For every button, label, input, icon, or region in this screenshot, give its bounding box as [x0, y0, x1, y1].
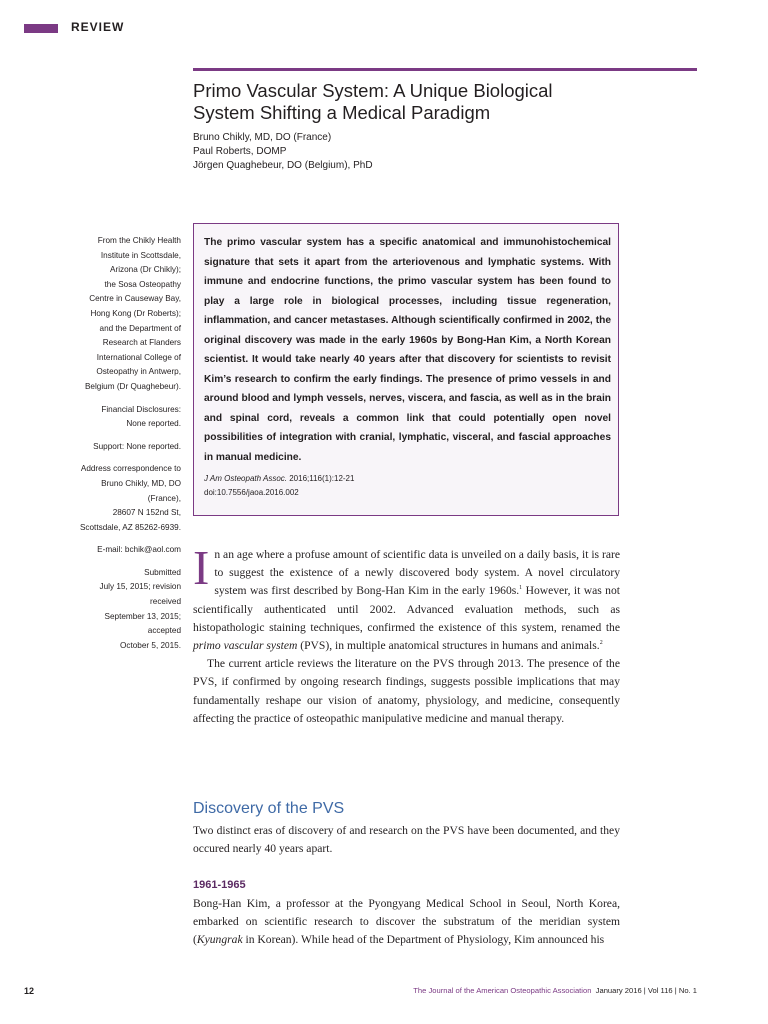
body-paragraph — [193, 822, 620, 858]
financial-disclosures — [60, 403, 181, 432]
title-line-1: Primo Vascular System: A Unique Biological — [193, 80, 553, 101]
citation — [204, 472, 354, 500]
author: Jörgen Quaghebeur, DO (Belgium), PhD — [193, 160, 373, 171]
subsection-heading: 1961-1965 — [193, 879, 246, 891]
address-line: Scottsdale, AZ 85262-6939. — [79, 522, 181, 532]
section-label: REVIEW — [71, 20, 125, 34]
date-line: received — [150, 597, 181, 607]
era1-part: Bong-Han Kim, a professor at the Pyongyang Medical School in Seoul, North Korea, embarked on scientific research to discover the substratum of the meridian system ( — [193, 897, 620, 947]
disclosure-line: Financial Disclosures: — [101, 404, 181, 414]
reference-1[interactable]: 1 — [519, 585, 523, 592]
support-statement: Support: None reported. — [93, 441, 181, 451]
address-line: 28607 N 152nd St, — [112, 508, 181, 518]
affiliation-line: International College of — [96, 352, 181, 362]
affiliation-line: Centre in Causeway Bay, — [89, 294, 181, 304]
date-line: October 5, 2015. — [120, 640, 181, 650]
body-paragraph — [193, 895, 620, 950]
era1-text — [193, 895, 620, 950]
affiliations — [60, 234, 181, 395]
doi-link[interactable]: doi:10.7556/jaoa.2016.002 — [204, 488, 299, 497]
affiliation-line: Research at Flanders — [102, 338, 181, 348]
correspondence-address — [60, 462, 181, 535]
page-number: 12 — [24, 986, 35, 996]
affiliation-line: Belgium (Dr Quaghebeur). — [84, 381, 181, 391]
intro-section — [193, 540, 621, 728]
affiliation-line: the Sosa Osteopathy — [104, 279, 181, 289]
address-line: Address correspondence to — [80, 464, 181, 474]
title-line-2: System Shifting a Medical Paradigm — [193, 102, 491, 123]
era1-part: in Korean). While head of the Department of Physiology, Kim announced his — [242, 933, 605, 947]
title-rule — [193, 68, 697, 71]
affiliation-line: Osteopathy in Antwerp, — [96, 367, 181, 377]
intro-italic-term: primo vascular system — [193, 639, 298, 653]
abstract-text: The primo vascular system has a specific anatomical and immunohistochemical signature that sets it apart from the arteriovenous and lymphatic systems. With immune and endocrine functions, the primo vascular system has been found to play a large role in biological processes, including tissue regeneration, inflammation, and cancer metastases. Although scientifically confirmed in 2002, the original discovery was made in the early 1960s by Bong-Han Kim, a North Korean scientist. It would take nearly 40 years after that discovery for scientists to revisit Kim’s research to confirm the early findings. The presence of primo vessels in and around blood and lymph vessels, nerves, viscera, and fascia, as well as in the brain and spinal cord, reveals a common link that could potentially open novel possibilities of integration with cranial, lymphatic, visceral, and fascial approaches in manual medicine. — [204, 237, 611, 463]
footer-issue: January 2016 | Vol 116 | No. 1 — [595, 986, 697, 995]
affiliation-line: and the Department of — [99, 323, 181, 333]
reference-2[interactable]: 2 — [599, 640, 603, 647]
intro-paragraph — [193, 540, 621, 655]
discovery-text: Two distinct eras of discovery of and research on the PVS have been documented, and they occured nearly 40 years apart. — [193, 824, 620, 856]
intro-text: (PVS), in multiple anatomical structures in humans and animals. — [297, 639, 600, 653]
section-heading: Discovery of the PVS — [193, 800, 345, 817]
author: Bruno Chikly, MD, DO (France) — [193, 132, 332, 143]
date-line: accepted — [147, 626, 181, 636]
affiliation-line: Arizona (Dr Chikly); — [110, 265, 181, 275]
article-sidebar — [60, 234, 181, 661]
intro-text: However, it was not scientifically authenticated until 2002. Advanced evaluation methods, such as histopathologic staining techniques, confirmed the existence of this system, renamed the — [193, 584, 621, 634]
citation-journal: J Am Osteopath Assoc. — [204, 474, 287, 483]
article-title — [193, 80, 673, 124]
disclosure-line: None reported. — [126, 419, 181, 429]
body-paragraph: The current article reviews the literature on the PVS through 2013. The presence of the PVS, if confirmed by ongoing research findings, suggests possible implications that may fundamentally reshape our vision of anatomy, physiology, and medicine, consequently affecting the practice of osteopathic manipulative medicine and manual therapy. — [193, 657, 620, 725]
section-color-bar — [24, 24, 58, 33]
submission-dates — [60, 566, 181, 654]
address-line: Bruno Chikly, MD, DO — [101, 478, 181, 488]
date-line: September 13, 2015; — [104, 611, 181, 621]
author-list — [193, 131, 373, 173]
footer — [413, 986, 697, 995]
email-link[interactable]: E-mail: bchik@aol.com — [97, 545, 181, 555]
affiliation-line: Institute in Scottsdale, — [100, 250, 181, 260]
date-line: July 15, 2015; revision — [99, 582, 181, 592]
author: Paul Roberts, DOMP — [193, 146, 287, 157]
affiliation-line: Hong Kong (Dr Roberts); — [90, 308, 181, 318]
address-line: (France), — [147, 493, 181, 503]
drop-cap: I — [193, 540, 210, 595]
affiliation-line: From the Chikly Health — [97, 236, 181, 245]
date-line: Submitted — [144, 567, 181, 577]
footer-journal: The Journal of the American Osteopathic Association — [413, 986, 592, 995]
citation-ref: 2016;116(1):12-21 — [287, 474, 355, 483]
citation-line — [204, 472, 354, 486]
era1-italic-term: Kyungrak — [196, 933, 243, 947]
intro-text: n an age where a profuse amount of scientific data is unveiled on a daily basis, it is rare to suggest the existence of a newly discovered body system. A novel circulatory system was first described by Bong-Han Kim in the early 1960s. — [214, 548, 620, 598]
